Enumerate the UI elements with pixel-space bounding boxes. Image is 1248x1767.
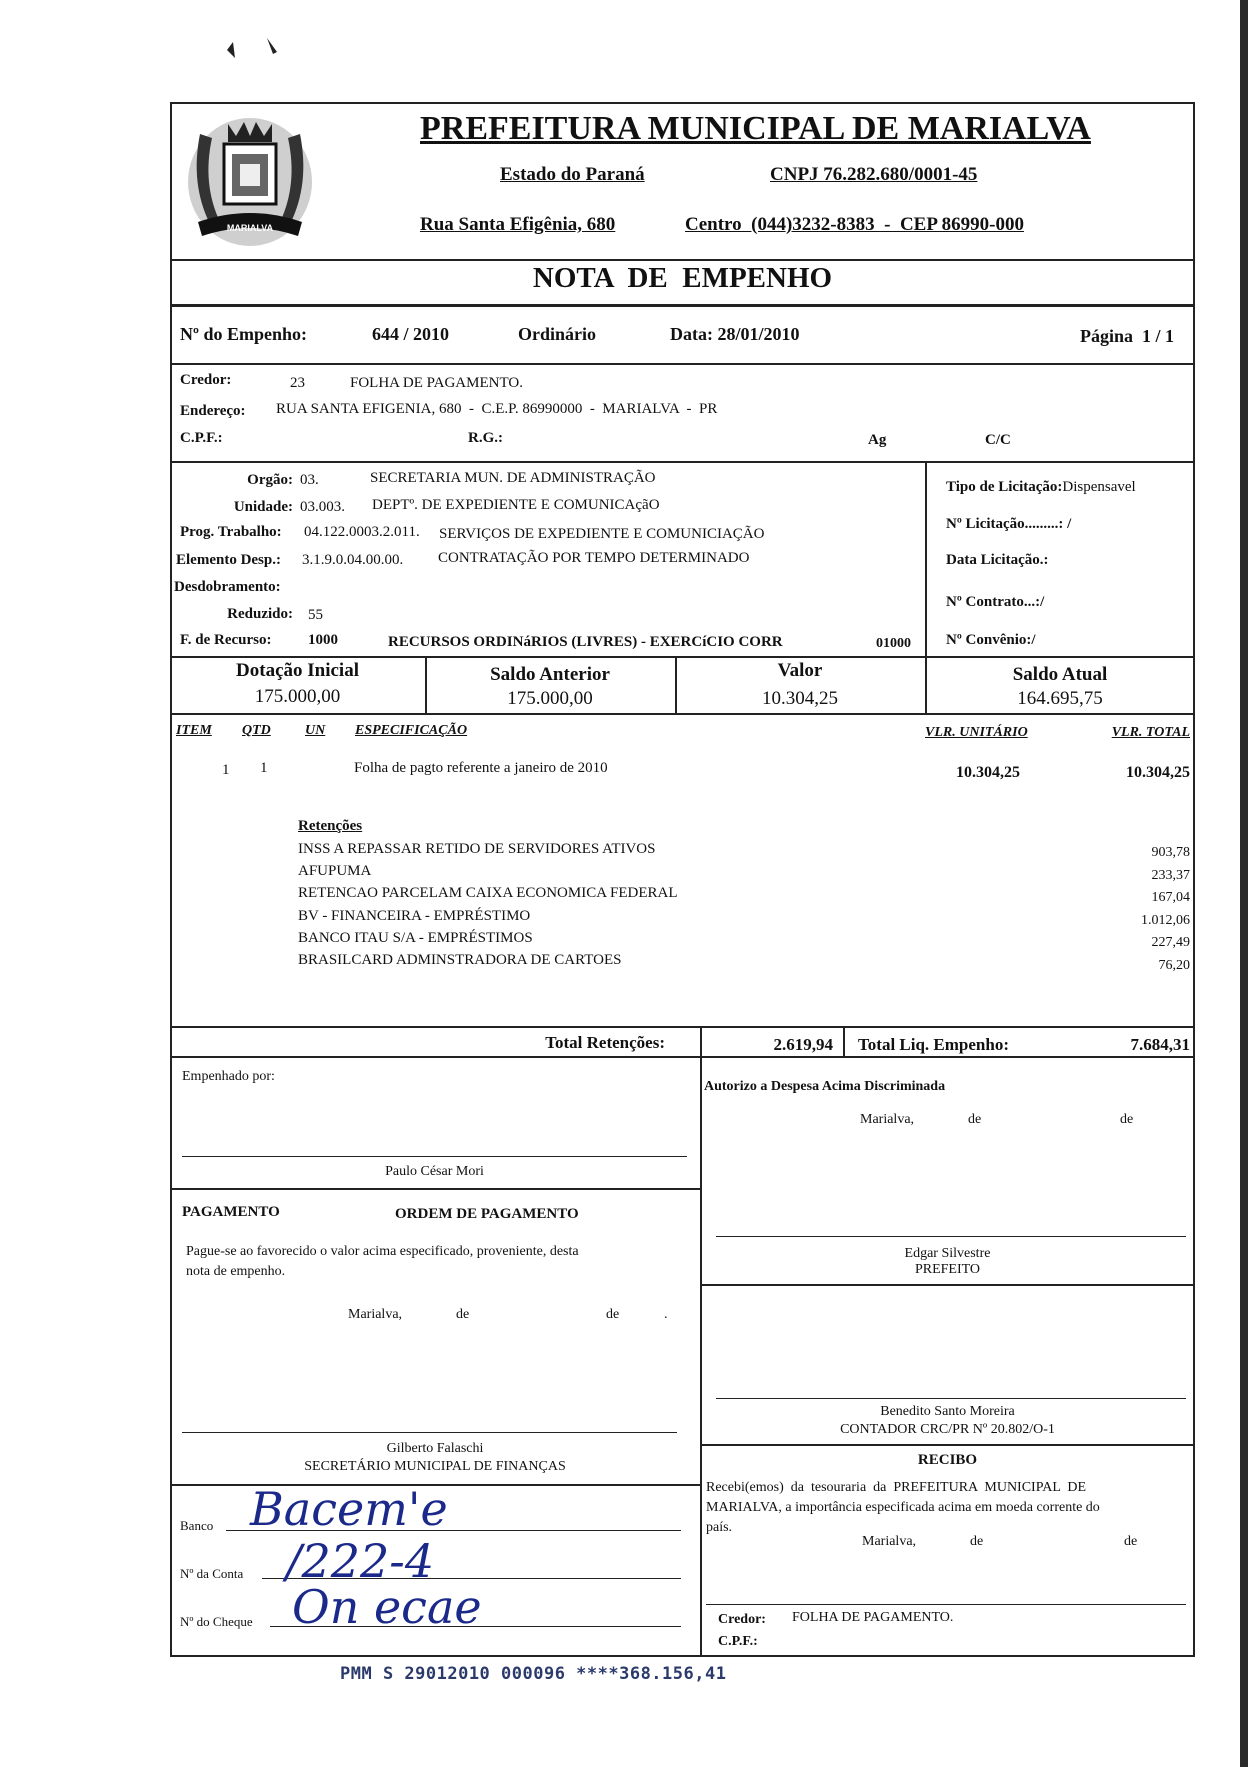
list-item: BRASILCARD ADMINSTRADORA DE CARTOES	[298, 952, 622, 969]
coat-of-arms-icon	[180, 104, 320, 254]
list-item-value: 227,49	[1151, 935, 1190, 951]
item-qtd: 1	[260, 760, 268, 776]
desdobramento-label: Desdobramento:	[174, 579, 281, 595]
recibo-de-2: de	[1124, 1534, 1138, 1549]
col-total: VLR. TOTAL	[1111, 725, 1190, 740]
col-un: UN	[305, 723, 326, 738]
item-number: 1	[222, 762, 230, 778]
valor-label: Valor	[777, 660, 823, 681]
empenho-type: Ordinário	[518, 324, 597, 344]
ordem-dot: .	[664, 1307, 668, 1322]
scan-mark	[215, 28, 295, 68]
prog-code: 04.122.0003.2.011.	[304, 524, 420, 540]
list-item: AFUPUMA	[298, 863, 372, 880]
empenhado-label: Empenhado por:	[182, 1069, 275, 1084]
total-retencoes-value: 2.619,94	[773, 1035, 833, 1054]
saldo-anterior-value: 175.000,00	[507, 688, 593, 709]
licitacao-convenio: Nº Convênio:/	[946, 632, 1036, 648]
licitacao-numero: Nº Licitação.........: /	[946, 516, 1072, 532]
credor-name: FOLHA DE PAGAMENTO.	[350, 375, 523, 391]
list-item: RETENCAO PARCELAM CAIXA ECONOMICA FEDERAL	[298, 885, 678, 902]
document-title: NOTA DE EMPENHO	[532, 262, 833, 294]
reduzido-value: 55	[308, 607, 323, 623]
unidade-label: Unidade:	[233, 499, 293, 515]
autorizo-de-2: de	[1120, 1112, 1134, 1127]
retencoes-title: Retenções	[298, 818, 363, 834]
secretario-name: Gilberto Falaschi	[386, 1441, 484, 1456]
ordem-city: Marialva,	[348, 1307, 403, 1322]
saldo-atual-value: 164.695,75	[1017, 688, 1103, 709]
col-spec: ESPECIFICAÇÃO	[355, 723, 468, 738]
pague-text-2: nota de empenho.	[186, 1264, 286, 1279]
cheque-label: Nº do Cheque	[180, 1614, 253, 1629]
valor-value: 10.304,25	[762, 688, 838, 709]
cheque-handwritten: On ecae	[292, 1580, 482, 1634]
recurso-label: F. de Recurso:	[180, 632, 272, 648]
cpf-label: C.P.F.:	[180, 430, 223, 446]
empenho-number-label: Nº do Empenho:	[180, 324, 307, 344]
licitacao-data: Data Licitação.:	[946, 552, 1049, 568]
list-item: BV - FINANCEIRA - EMPRÉSTIMO	[298, 907, 531, 924]
empenhado-name: Paulo César Mori	[385, 1164, 484, 1179]
recibo-cpf-label: C.P.F.:	[718, 1634, 758, 1649]
col-item: ITEM	[176, 723, 212, 738]
item-total-value: 10.304,25	[1126, 764, 1190, 781]
autorizo-de-1: de	[968, 1112, 982, 1127]
licitacao-tipo: Tipo de Licitação:Dispensavel	[946, 479, 1136, 495]
dotacao-inicial-value: 175.000,00	[254, 686, 341, 707]
item-spec: Folha de pagto referente a janeiro de 2010	[354, 760, 608, 776]
item-unit-value: 10.304,25	[956, 764, 1020, 781]
recibo-de-1: de	[970, 1534, 984, 1549]
recibo-text-2: MARIALVA, a importância especificada acima em moeda corrente do	[706, 1500, 1100, 1515]
credor-code: 23	[290, 375, 305, 391]
svg-text:MARIALVA: MARIALVA	[226, 223, 274, 233]
list-item-value: 76,20	[1158, 957, 1190, 973]
list-item-value: 903,78	[1151, 845, 1190, 860]
secretario-title: SECRETÁRIO MUNICIPAL DE FINANÇAS	[304, 1459, 566, 1474]
total-liq-value: 7.684,31	[1130, 1035, 1190, 1054]
contador-name: Benedito Santo Moreira	[880, 1404, 1015, 1419]
pagamento-label: PAGAMENTO	[182, 1204, 280, 1220]
elemento-code: 3.1.9.0.04.00.00.	[302, 552, 404, 568]
banco-label: Banco	[180, 1518, 214, 1533]
banco-handwritten: Bacem'e	[250, 1482, 448, 1536]
ordem-de-2: de	[606, 1307, 620, 1322]
total-liq-label: Total Liq. Empenho:	[858, 1035, 1009, 1054]
scan-edge	[1240, 0, 1248, 1767]
ordem-de-1: de	[456, 1307, 470, 1322]
prefeito-name: Edgar Silvestre	[904, 1246, 991, 1261]
saldo-anterior-label: Saldo Anterior	[490, 664, 610, 685]
retencoes-values	[1060, 842, 1190, 978]
header-title: PREFEITURA MUNICIPAL DE MARIALVA	[420, 110, 1091, 147]
col-unit: VLR. UNITÁRIO	[925, 725, 1028, 740]
orgao-code: 03.	[300, 472, 319, 488]
credor-address: RUA SANTA EFIGENIA, 680 - C.E.P. 86990000 - MARIALVA - PR	[276, 401, 718, 417]
saldo-atual-label: Saldo Atual	[1012, 664, 1108, 685]
list-item: BANCO ITAU S/A - EMPRÉSTIMOS	[298, 929, 533, 946]
address-label: Endereço:	[180, 403, 246, 419]
orgao-label: Orgão:	[247, 472, 293, 488]
recurso-extra: 01000	[876, 636, 911, 651]
total-retencoes-label: Total Retenções:	[545, 1033, 665, 1052]
licitacao-contrato: Nº Contrato...:/	[946, 594, 1045, 610]
prefeito-title: PREFEITO	[914, 1262, 981, 1277]
recibo-credor-label: Credor:	[718, 1612, 766, 1627]
unidade-name: DEPTº. DE EXPEDIENTE E COMUNICAçãO	[372, 497, 660, 513]
printed-stamp: PMM S 29012010 000096 ****368.156,41	[340, 1664, 727, 1684]
list-item-value: 1.012,06	[1141, 912, 1190, 928]
autorizo-city: Marialva,	[860, 1112, 915, 1127]
elemento-label: Elemento Desp.:	[176, 552, 281, 568]
col-qtd: QTD	[242, 723, 271, 738]
ordem-label: ORDEM DE PAGAMENTO	[395, 1206, 579, 1222]
conta-handwritten: /222-4	[286, 1534, 435, 1588]
retencoes-list	[298, 838, 677, 971]
pague-text-1: Pague-se ao favorecido o valor acima especificado, proveniente, desta	[186, 1244, 579, 1259]
autorizo-label: Autorizo a Despesa Acima Discriminada	[704, 1079, 946, 1094]
conta-label: Nº da Conta	[180, 1566, 244, 1581]
list-item: INSS A REPASSAR RETIDO DE SERVIDORES ATIVOS	[298, 841, 656, 857]
list-item-value: 233,37	[1151, 867, 1190, 883]
recibo-text-3: país.	[706, 1520, 733, 1535]
orgao-name: SECRETARIA MUN. DE ADMINISTRAÇÃO	[370, 470, 656, 486]
list-item-value: 167,04	[1151, 890, 1190, 906]
page-number: Página 1 / 1	[1080, 326, 1175, 346]
dotacao-inicial-label: Dotação Inicial	[236, 660, 359, 681]
prog-label: Prog. Trabalho:	[180, 524, 282, 540]
empenho-date: Data: 28/01/2010	[670, 324, 800, 344]
cc-label: C/C	[985, 432, 1011, 448]
contador-title: CONTADOR CRC/PR Nº 20.802/O-1	[840, 1422, 1055, 1437]
header-contact: Centro (044)3232-8383 - CEP 86990-000	[685, 214, 1024, 235]
recibo-credor-name: FOLHA DE PAGAMENTO.	[792, 1610, 954, 1625]
ag-label: Ag	[868, 432, 887, 448]
recurso-code: 1000	[308, 632, 338, 648]
header-cnpj: CNPJ 76.282.680/0001-45	[770, 164, 978, 185]
unidade-code: 03.003.	[300, 499, 345, 515]
rg-label: R.G.:	[468, 430, 503, 446]
recurso-name: RECURSOS ORDINáRIOS (LIVRES) - EXERCíCIO CORR	[388, 634, 783, 650]
recibo-text-1: Recebi(emos) da tesouraria da PREFEITURA MUNICIPAL DE	[706, 1480, 1087, 1495]
credor-label: Credor:	[180, 372, 232, 388]
header-state: Estado do Paraná	[500, 164, 645, 185]
elemento-name: CONTRATAÇÃO POR TEMPO DETERMINADO	[438, 550, 750, 566]
prog-name: SERVIÇOS DE EXPEDIENTE E COMUNICIAÇÃO	[439, 526, 765, 542]
empenho-number: 644 / 2010	[372, 324, 450, 344]
header-address: Rua Santa Efigênia, 680	[420, 214, 616, 235]
recibo-title: RECIBO	[917, 1452, 978, 1468]
reduzido-label: Reduzido:	[227, 606, 293, 622]
recibo-city: Marialva,	[862, 1534, 917, 1549]
